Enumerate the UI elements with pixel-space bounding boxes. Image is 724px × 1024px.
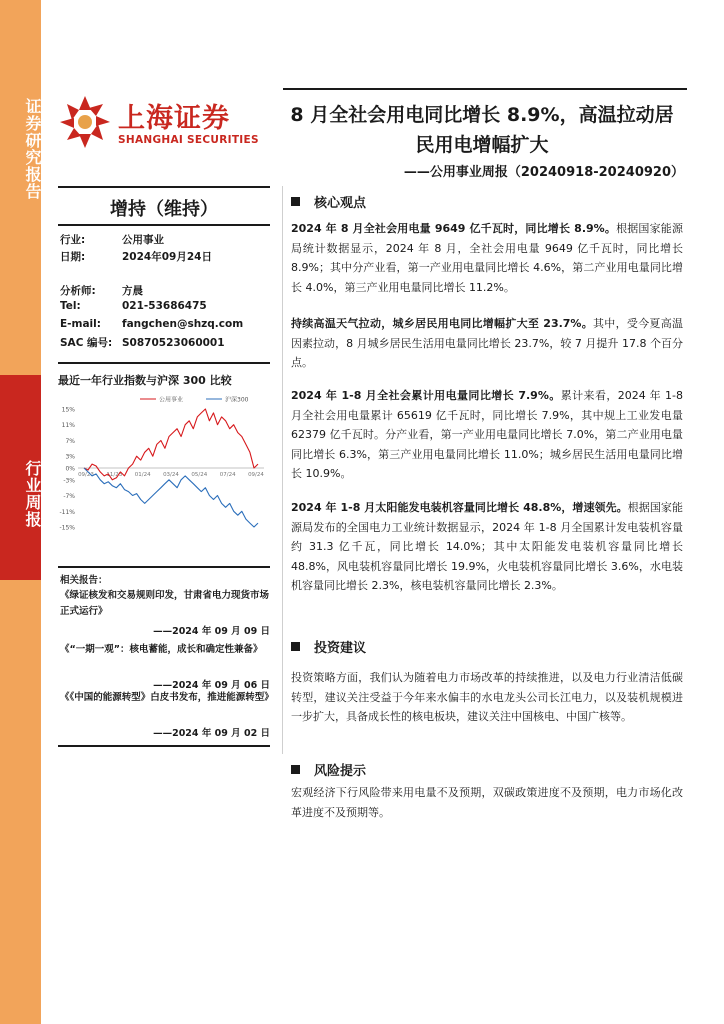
chart-svg [58, 393, 270, 533]
core-paragraph-2-lead: 持续高温天气拉动，城乡居民用电同比增幅扩大至 23.7%。 [291, 317, 594, 330]
core-paragraph-2-body: 其中，受今夏高温因素拉动，8 月城乡居民生活用电量同比增长 23.7%，较 7 月提升 17.8 个百分点。 [291, 317, 683, 369]
rating-top-rule [58, 186, 270, 188]
related-report-2-date: ——2024 年 09 月 06 日 [153, 680, 270, 691]
brand-emblem-icon [58, 94, 112, 150]
core-paragraph-1-body: 根据国家能源局统计数据显示，2024 年 8 月，全社会用电量 9649 亿千瓦时，同比增长 8.9%；其中分产业看，第一产业用电量同比增长 4.6%，第二产业用电量同比增长 4.0%，第三产业用电量同比增长 11.2%。 [291, 222, 683, 294]
meta-industry [60, 232, 164, 247]
analyst-sac-value: S0870523060001 [122, 337, 225, 349]
core-paragraph-1-lead: 2024 年 8 月全社会用电量 9649 亿千瓦时，同比增长 8.9%。 [291, 222, 617, 235]
y-tick-label: 3% [65, 453, 75, 461]
x-tick-label: 11/23 [106, 472, 123, 478]
related-top-rule [58, 566, 270, 568]
legend-label: 沪深300 [225, 396, 249, 404]
meta-date-key: 日期: [60, 251, 86, 263]
analyst-name-value: 方晨 [122, 285, 143, 297]
section-heading-risk [291, 760, 366, 779]
square-bullet-icon [291, 197, 300, 206]
chart-title: 最近一年行业指数与沪深 300 比较 [58, 374, 232, 387]
core-paragraph-1 [291, 219, 683, 297]
analyst-tel-key: Tel: [60, 300, 81, 312]
column-divider [282, 186, 283, 754]
core-paragraph-4-lead: 2024 年 1-8 月太阳能发电装机容量同比增长 48.8%，增速领先。 [291, 501, 628, 514]
brand-name-cn: 上海证券 [118, 103, 230, 134]
sidebar-category: 行业周报 [23, 460, 42, 528]
left-bottom-rule [58, 745, 270, 747]
section-heading-risk-text: 风险提示 [314, 764, 367, 779]
investment-paragraph [291, 668, 683, 727]
related-report-3-date: ——2024 年 09 月 02 日 [153, 728, 270, 739]
analyst-tel-value: 021-53686475 [122, 300, 207, 312]
section-heading-investment [291, 637, 366, 656]
core-paragraph-4 [291, 498, 683, 596]
x-tick-label: 07/24 [219, 472, 236, 478]
core-paragraph-2 [291, 314, 683, 373]
y-tick-label: -3% [63, 477, 75, 485]
x-tick-label: 09/24 [248, 472, 264, 478]
brand-logo [58, 94, 258, 154]
section-heading-core-text: 核心观点 [314, 196, 367, 211]
analyst-email [60, 318, 243, 330]
risk-paragraph [291, 783, 683, 822]
y-tick-label: -7% [63, 493, 75, 501]
analyst-name [60, 283, 143, 298]
analyst-sac-key: SAC 编号: [60, 337, 113, 349]
related-reports-title: 相关报告： [60, 575, 108, 586]
analyst-email-value: fangchen@shzq.com [122, 318, 244, 330]
y-tick-label: 0% [65, 465, 75, 473]
meta-date-value: 2024年09月24日 [122, 251, 212, 263]
y-tick-label: -15% [59, 524, 75, 532]
investment-paragraph-body: 投资策略方面，我们认为随着电力市场改革的持续推进，以及电力行业清洁低碳转型，建议关注受益于今年来水偏丰的水电龙头公司长江电力，以及装机规模进一步扩大，具备成长性的核电板块，建议关注中国核电、中国广核等。 [291, 671, 683, 723]
y-tick-label: 15% [61, 406, 75, 414]
analyst-email-key: E-mail: [60, 318, 101, 330]
header-rule [283, 88, 687, 90]
related-report-1-date: ——2024 年 09 月 09 日 [153, 626, 270, 637]
y-tick-label: 11% [61, 422, 75, 430]
x-tick-label: 09/23 [78, 472, 94, 478]
related-report-2: 《“一期一观”：核电蓄能，成长和确定性兼备》 [60, 644, 263, 655]
report-title: 8 月全社会用电同比增长 8.9%，高温拉动居民用电增幅扩大 [290, 104, 674, 156]
x-tick-label: 05/24 [191, 472, 208, 478]
x-tick-label: 01/24 [134, 472, 151, 478]
section-heading-core [291, 192, 366, 211]
rating-bottom-rule [58, 224, 270, 226]
core-paragraph-3-lead: 2024 年 1-8 月全社会累计用电量同比增长 7.9%。 [291, 389, 561, 402]
square-bullet-icon [291, 642, 300, 651]
meta-industry-key: 行业: [60, 234, 86, 246]
core-paragraph-3 [291, 386, 683, 484]
meta-date [60, 249, 212, 264]
core-paragraph-4-body: 根据国家能源局发布的全国电力工业统计数据显示，2024 年 1-8 月全国累计发电装机容量约 31.3 亿千瓦，同比增长 14.0%；其中太阳能发电装机容量同比增长 48.8%，风电装机容量同比增长 19.9%，火电装机容量同比增长 3.6%，水电装机容量同比增长 2.3%，核电装机容量同比增长 2.3%。 [291, 501, 684, 592]
analyst-name-key: 分析师: [60, 285, 96, 297]
chart-top-rule [58, 362, 270, 364]
legend-label: 公用事业 [159, 396, 184, 404]
core-paragraph-3-body: 累计来看，2024 年 1-8 月全社会用电量累计 65619 亿千瓦时，同比增长 7.9%，其中规上工业发电量 62379 亿千瓦时。分产业看，第一产业用电量同比增长 7.0%，第二产业用电量同比增长 6.3%，第三产业用电量同比增长 11.0%；城乡居民生活用电量同比增长 10.9%。 [291, 389, 683, 480]
related-report-3: 《《中国的能源转型》白皮书发布，推进能源转型》 [60, 692, 274, 703]
analyst-sac [60, 335, 225, 350]
risk-paragraph-body: 宏观经济下行风险带来用电量不及预期，双碳政策进度不及预期，电力市场化改革进度不及预期等。 [291, 786, 683, 819]
analyst-tel [60, 300, 207, 312]
x-tick-label: 03/24 [163, 472, 179, 478]
series-line [84, 409, 258, 480]
sidebar-report-type: 证券研究报告 [23, 98, 42, 200]
related-report-1: 《绿证核发和交易规则印发，甘肃省电力现货市场正式运行》 [60, 590, 270, 617]
index-comparison-chart [58, 393, 270, 533]
section-heading-investment-text: 投资建议 [314, 641, 367, 656]
rating: 增持（维持） [110, 199, 218, 220]
report-subtitle: ——公用事业周报（20240918-20240920） [403, 165, 684, 180]
brand-name-en: SHANGHAI SECURITIES [118, 134, 259, 146]
square-bullet-icon [291, 765, 300, 774]
y-tick-label: 7% [65, 437, 75, 445]
meta-industry-value: 公用事业 [122, 234, 164, 246]
y-tick-label: -11% [59, 508, 75, 516]
